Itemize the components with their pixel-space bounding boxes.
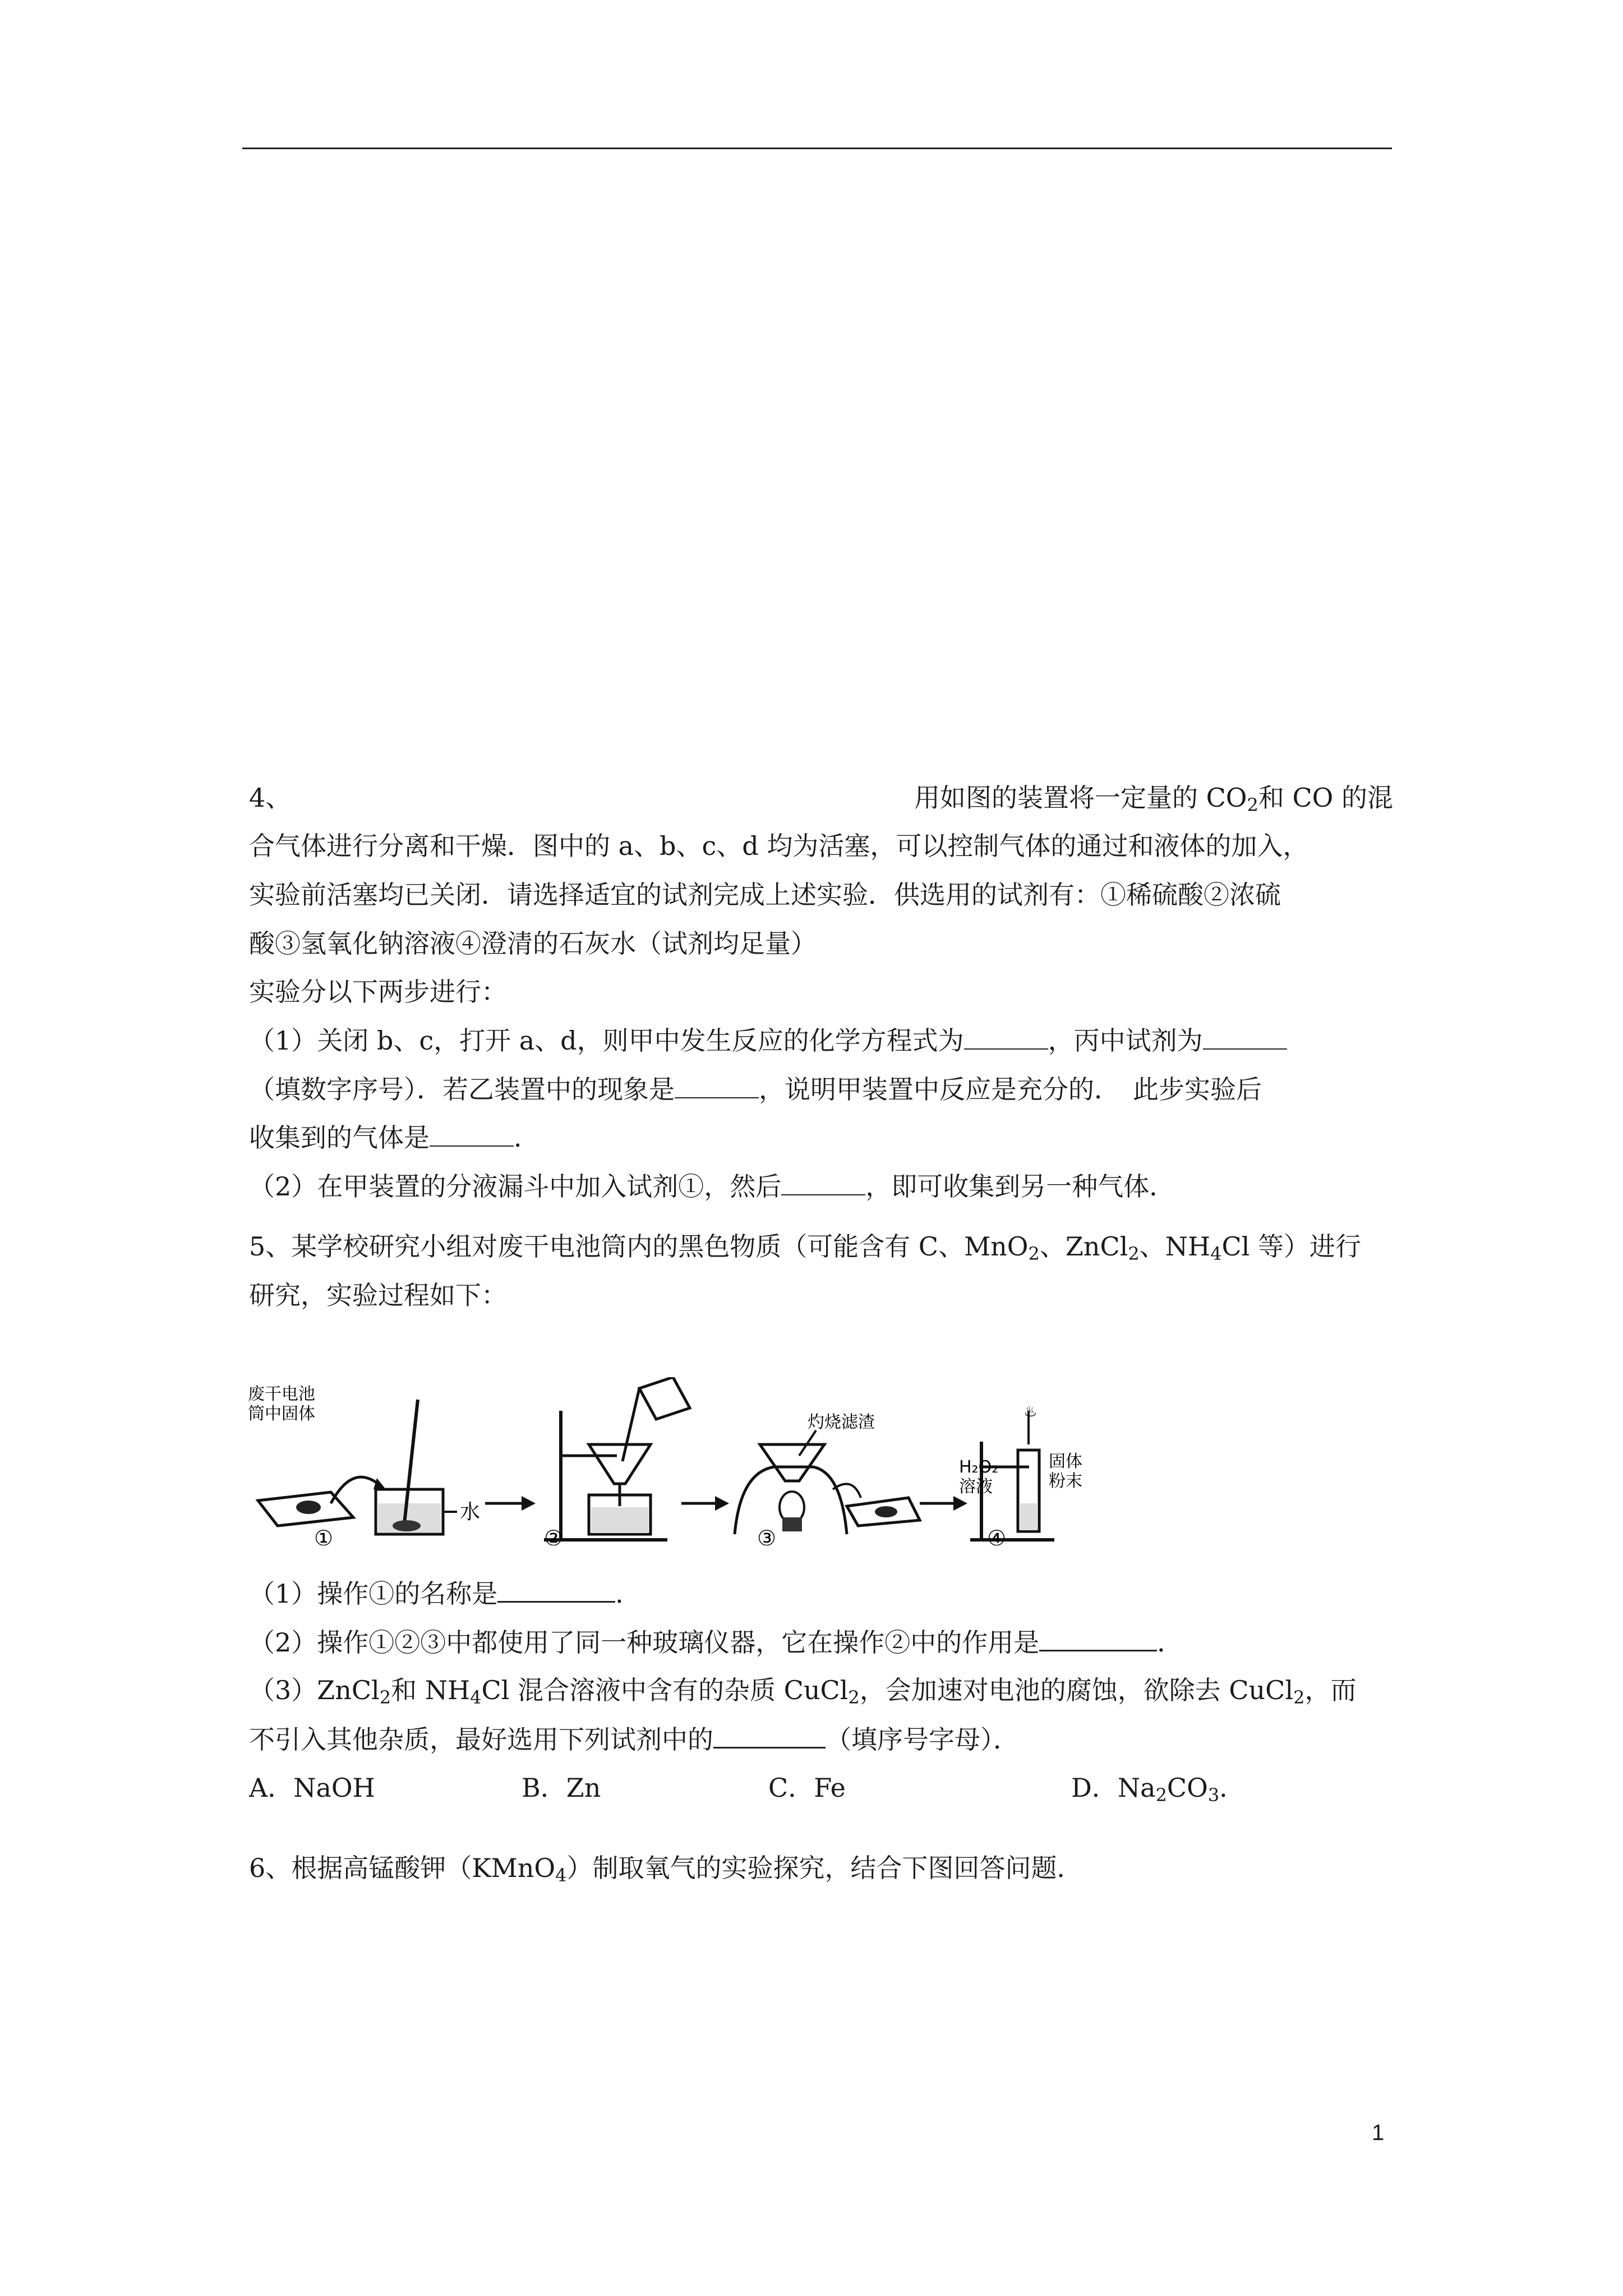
option-a[interactable]: A．NaOH bbox=[249, 1773, 375, 1803]
q4-part1-line3: 收集到的气体是 ． bbox=[249, 1121, 1393, 1154]
q5-line-2: 研究，实验过程如下： bbox=[249, 1280, 507, 1310]
label-water: 水 bbox=[460, 1501, 481, 1524]
q4-line-2: 合气体进行分离和干燥．图中的 a、b、c、d 均为活塞，可以控制气体的通过和液体的加入， bbox=[249, 831, 1309, 861]
label-powder-1: 固体 bbox=[1049, 1452, 1082, 1471]
q4-line-1 bbox=[249, 781, 1393, 815]
q4-part1-line1: （1）关闭 b、c，打开 a、d，则甲中发生反应的化学方程式为 ，丙中试剂为 bbox=[249, 1024, 1393, 1057]
answer-blank[interactable] bbox=[713, 1722, 826, 1749]
q4-part1-line2: （填数字序号）．若乙装置中的现象是 ，说明甲装置中反应是充分的． 此步实验后 bbox=[249, 1073, 1393, 1106]
answer-blank[interactable] bbox=[1203, 1024, 1287, 1050]
step-label-4: ④ bbox=[987, 1526, 1007, 1545]
step1-apparatus bbox=[248, 1384, 480, 1534]
label-powder-2: 粉末 bbox=[1049, 1471, 1082, 1491]
experiment-figure bbox=[247, 1377, 1088, 1545]
step-label-2: ② bbox=[544, 1526, 564, 1545]
q4-intro-right: 用如图的装置将一定量的 $CO_2$和 CO 的混 bbox=[914, 783, 1393, 816]
page-number: 1 bbox=[1372, 2120, 1385, 2145]
arrow-2 bbox=[681, 1496, 729, 1511]
q4-line-3: 实验前活塞均已关闭．请选择适宜的试剂完成上述实验．供选用的试剂有：①稀硫酸②浓硫 bbox=[249, 880, 1281, 910]
label-solid-1: 废干电池 bbox=[248, 1384, 315, 1404]
q5-part1: （1）操作①的名称是 ． bbox=[249, 1576, 1393, 1611]
answer-blank[interactable] bbox=[675, 1073, 759, 1098]
option-d[interactable]: D．$Na_2CO_3$． bbox=[1071, 1773, 1246, 1806]
q5-part3-line2: 不引入其他杂质，最好选用下列试剂中的 （填序号字母）． bbox=[249, 1722, 1393, 1756]
q5-part3-line1: （3）ZnCl$_2$和 $NH_4Cl$ 混合溶液中含有的杂质 CuCl$_2$，会加速对电池的腐蚀，欲除去 CuCl$_2$，而 bbox=[249, 1675, 1357, 1708]
answer-blank[interactable] bbox=[781, 1170, 865, 1195]
arrow-3 bbox=[920, 1496, 967, 1511]
step2-apparatus bbox=[544, 1377, 690, 1540]
answer-blank[interactable] bbox=[430, 1121, 514, 1147]
label-h2o2-2: 溶液 bbox=[959, 1477, 993, 1497]
header-rule bbox=[242, 148, 1392, 149]
label-h2o2-1: H₂O₂ bbox=[959, 1457, 999, 1477]
label-solid-2: 筒中固体 bbox=[248, 1404, 315, 1424]
step-label-1: ① bbox=[314, 1526, 334, 1545]
q4-line-5: 实验分以下两步进行： bbox=[249, 977, 507, 1007]
answer-blank[interactable] bbox=[964, 1024, 1048, 1050]
answer-blank[interactable] bbox=[1039, 1625, 1157, 1651]
q6-line-1: 6、根据高锰酸钾（KMnO$_4$）制取氧气的实验探究，结合下图回答问题． bbox=[249, 1853, 1083, 1886]
q4-number: 4、 bbox=[249, 783, 292, 813]
option-b[interactable]: B．Zn bbox=[522, 1773, 601, 1803]
option-c[interactable]: C．Fe bbox=[768, 1773, 846, 1803]
answer-blank[interactable] bbox=[497, 1576, 615, 1603]
q5-line-1: 5、某学校研究小组对废干电池筒内的黑色物质（可能含有 C、MnO$_2$、ZnCl$_2$、$NH_4Cl$ 等）进行 bbox=[249, 1231, 1362, 1264]
svg-text:♨: ♨ bbox=[1023, 1402, 1038, 1420]
step-label-3: ③ bbox=[757, 1526, 777, 1545]
q4-part2: （2）在甲装置的分液漏斗中加入试剂①，然后 ，即可收集到另一种气体． bbox=[249, 1170, 1393, 1203]
step3-apparatus bbox=[735, 1412, 920, 1534]
step4-apparatus bbox=[959, 1402, 1082, 1540]
q5-part2: （2）操作①②③中都使用了同一种玻璃仪器，它在操作②中的作用是 ． bbox=[249, 1625, 1393, 1659]
label-burn: 灼烧滤渣 bbox=[808, 1412, 875, 1432]
q4-line-4: 酸③氢氧化钠溶液④澄清的石灰水（试剂均足量） bbox=[249, 928, 817, 959]
arrow-1 bbox=[485, 1496, 536, 1511]
